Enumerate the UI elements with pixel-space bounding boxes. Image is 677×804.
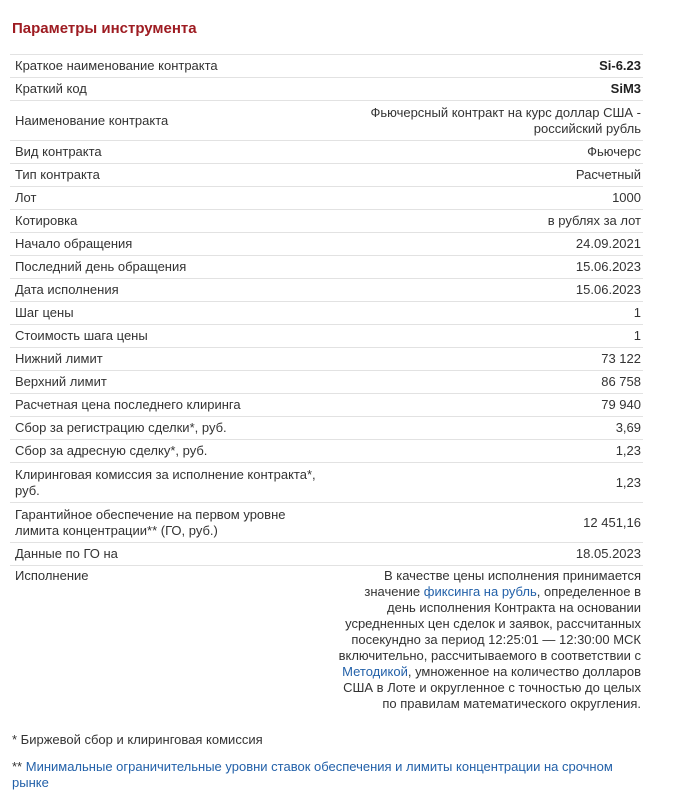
row-label-line: руб.: [15, 482, 40, 498]
execution-line: [327, 584, 641, 600]
row-value: Фьючерс: [327, 141, 643, 164]
row-label: Исполнение: [15, 568, 89, 583]
table-row: [10, 210, 643, 233]
row-label: Данные по ГО на: [10, 543, 327, 566]
table-row: [10, 348, 643, 371]
table-row: [10, 78, 643, 101]
execution-line: посекундно за период 12:25:01 — 12:30:00 МСК: [351, 632, 641, 647]
row-label: Расчетная цена последнего клиринга: [10, 394, 327, 417]
table-row: [10, 417, 643, 440]
row-value: 1,23: [327, 463, 643, 503]
row-value: 12 451,16: [327, 503, 643, 543]
table-row: [10, 279, 643, 302]
row-label: Сбор за адресную сделку*, руб.: [10, 440, 327, 463]
row-label: Наименование контракта: [10, 101, 327, 141]
row-label: Начало обращения: [10, 233, 327, 256]
fixing-link[interactable]: фиксинга на рубль: [423, 584, 537, 599]
execution-line: по правилам математического округления.: [382, 696, 641, 711]
execution-line: день исполнения Контракта на основании: [387, 600, 641, 615]
row-label: [10, 463, 327, 503]
row-value: 86 758: [327, 371, 643, 394]
execution-line: [327, 664, 641, 680]
row-label-line: Гарантийное обеспечение на первом уровне: [15, 506, 286, 522]
table-row: [10, 101, 643, 141]
table-row: [10, 325, 643, 348]
execution-line: США в Лоте и округленное с точностью до целых: [343, 680, 641, 695]
row-label: Краткое наименование контракта: [10, 55, 327, 78]
row-value: в рублях за лот: [327, 210, 643, 233]
row-value: 15.06.2023: [327, 256, 643, 279]
execution-text: , определенное в: [536, 584, 641, 599]
table-row: [10, 302, 643, 325]
row-value: [327, 101, 643, 141]
row-label: Краткий код: [10, 78, 327, 101]
footnote-fees: * Биржевой сбор и клиринговая комиссия: [12, 732, 263, 747]
table-row: [10, 394, 643, 417]
execution-text: , умноженное на количество долларов: [407, 664, 641, 679]
execution-line: В качестве цены исполнения принимается: [383, 568, 641, 583]
table-row: [10, 164, 643, 187]
row-value: Расчетный: [327, 164, 643, 187]
row-label: Сбор за регистрацию сделки*, руб.: [10, 417, 327, 440]
row-value: 73 122: [327, 348, 643, 371]
footnote-prefix: **: [12, 759, 26, 774]
row-value-line: Фьючерсный контракт на курс доллар США -: [370, 104, 641, 120]
execution-text: значение: [364, 584, 424, 599]
row-label: Тип контракта: [10, 164, 327, 187]
table-row: [10, 543, 643, 566]
footnote-margin: [12, 759, 652, 791]
row-value: 79 940: [327, 394, 643, 417]
execution-line: включительно, рассчитываемого в соответствии с: [338, 648, 641, 663]
table-row: [10, 371, 643, 394]
row-label: Лот: [10, 187, 327, 210]
row-value: Si-6.23: [327, 55, 643, 78]
row-label: Вид контракта: [10, 141, 327, 164]
table-row: [10, 256, 643, 279]
row-label: Стоимость шага цены: [10, 325, 327, 348]
margin-limits-link[interactable]: Минимальные ограничительные уровни ставок обеспечения и лимиты концентрации на срочном рынке: [12, 759, 613, 790]
execution-description: [327, 566, 643, 713]
row-value: SiM3: [327, 78, 643, 101]
table-row: [10, 503, 643, 543]
row-label-line: Клиринговая комиссия за исполнение контракта*,: [15, 466, 316, 482]
execution-line: усредненных цен сделок и заявок, рассчитанных: [345, 616, 641, 631]
table-row: [10, 566, 643, 713]
row-label: Котировка: [10, 210, 327, 233]
row-value: 3,69: [327, 417, 643, 440]
table-row: [10, 233, 643, 256]
table-row: [10, 440, 643, 463]
row-label: Дата исполнения: [10, 279, 327, 302]
row-value: 15.06.2023: [327, 279, 643, 302]
row-label: [10, 503, 327, 543]
page-title: Параметры инструмента: [12, 20, 197, 37]
row-value-line: российский рубль: [533, 120, 641, 136]
row-value: 1: [327, 302, 643, 325]
row-label: Верхний лимит: [10, 371, 327, 394]
methodology-link[interactable]: Методикой: [342, 664, 408, 679]
row-value: 1000: [327, 187, 643, 210]
table-row: [10, 55, 643, 78]
parameters-table: [10, 54, 643, 712]
row-label-line: лимита концентрации** (ГО, руб.): [15, 522, 218, 538]
row-value: 1,23: [327, 440, 643, 463]
row-label: Нижний лимит: [10, 348, 327, 371]
row-label: Последний день обращения: [10, 256, 327, 279]
row-value: 1: [327, 325, 643, 348]
table-row: [10, 187, 643, 210]
table-row: [10, 463, 643, 503]
table-row: [10, 141, 643, 164]
row-value: 18.05.2023: [327, 543, 643, 566]
row-label: Шаг цены: [10, 302, 327, 325]
row-value: 24.09.2021: [327, 233, 643, 256]
